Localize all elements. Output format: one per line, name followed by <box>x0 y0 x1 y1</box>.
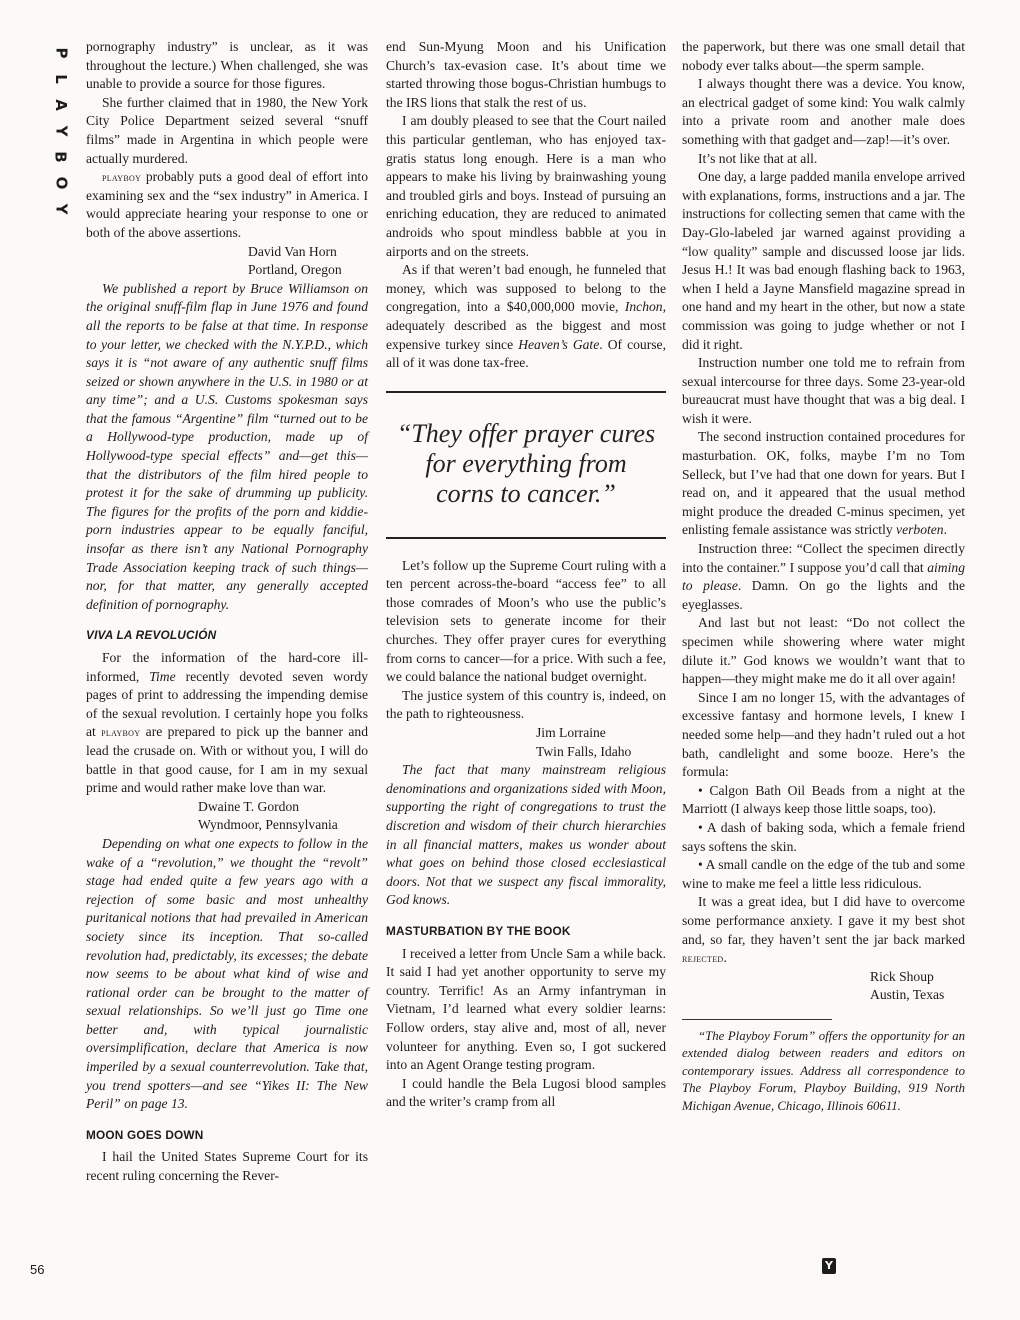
playboy-rabbit-icon: Y <box>822 1258 836 1274</box>
signature <box>682 968 965 1005</box>
bullet-item: • A dash of baking soda, which a female friend says softens the skin. <box>682 819 965 854</box>
paragraph: I hail the United States Supreme Court for its recent ruling concerning the Rever- <box>86 1149 368 1184</box>
running-head-letter: L <box>52 74 70 84</box>
rejected-smallcaps: rejected <box>682 951 724 966</box>
paragraph-text: probably puts a good deal of effort into examining sex and the “sex industry” in America. I would appreciate hearing your response to one or both of the above assertions. <box>86 169 368 240</box>
running-head-letter: B <box>52 151 70 163</box>
paragraph: Since I am no longer 15, with the advantages of excessive fantasy and hormone levels, I knew I needed some help—and they hadn’t ruled out a hot bath, candlelight and some booze. Here’s the formula: <box>682 689 965 780</box>
pull-quote: “They offer prayer cures for everything from corns to cancer.” <box>386 391 666 539</box>
signature-name: David Van Horn <box>248 243 337 259</box>
paragraph: end Sun-Myung Moon and his Unification Church’s tax-evasion case. It’s about time we started throwing those bogus-Christian humbugs to the IRS lions that stalk the rest of us. <box>386 39 666 110</box>
signature <box>86 798 368 835</box>
paragraph: Instruction number one told me to refrain from sexual intercourse for three days. Some 23-year-old bureaucrat must have thought that was a big deal. I wish it were. <box>682 355 965 426</box>
editor-reply: We published a report by Bruce Williamson on the original snuff-film flap in June 1976 and found all the reports to be false at that time. In response to your letter, we checked with the N.Y.P.D., which says it is “not aware of any authentic snuff films seized or shown anywhere in the U.S. in 1980 or at any time”; and a U.S. Customs spokesman says that the famous “Argentine” film “turned out to be a Hollywood-type production, made up of Hollywood-type special effects” and—get this—that the distributors of the film hired people to protest it for the sake of drumming up publicity. The figures for the profits of the porn and kiddie-porn industries appear to be equally fanciful, insofar as there isn’t any National Pornography Trade Association keeping track of such things—nor, for that matter, any generally accepted definition of pornography. <box>86 280 368 612</box>
section-heading: VIVA LA REVOLUCIÓN <box>86 628 217 643</box>
paragraph: Let’s follow up the Supreme Court ruling with a ten percent across-the-board “access fee” to all those comrades of Moon’s who use the public’s television sets to generate income for their churches. They offer prayer cures for everything from corns to cancer—for a price. With such a fee, we could balance the national budget overnight. <box>386 557 666 685</box>
running-head-letter: O <box>51 176 70 190</box>
paragraph-text: As if that weren’t bad enough, he funneled that money, which was supposed to belong to the congregation, into a $40,000,000 movie, <box>386 262 666 315</box>
paragraph-text: . <box>943 522 948 538</box>
time-magazine: Time <box>149 668 176 684</box>
signature-name: Dwaine T. Gordon <box>198 798 300 814</box>
paragraph-text: , adequately described as the biggest and most expensive turkey since <box>386 299 666 352</box>
running-head <box>50 40 72 222</box>
paragraph-text: The second instruction contained procedures for masturbation. OK, folks, maybe I’m no Tom Selleck, but I’ve had that one down for years. But I read on, and it appeared that the usual method might produce the dreaded C-minus specimen, yet enlisting female assistance was strictly <box>682 429 965 538</box>
paragraph: I could handle the Bela Lugosi blood samples and the writer’s cramp from all <box>386 1075 666 1110</box>
editor-reply: Depending on what one expects to follow in the wake of a “revolution,” we thought the “revolt” stage had ended quite a few years ago with a rejection of some basic and most unhealthy puritanical notions that had prevailed in American society since its inception. That so-called revolution had, predictably, its excesses; the debate now seems to be about what kind of wise and rational order can be brought to the matter of sexual relationships. So we’ll just go Time one better and, with typical journalistic oversimplification, declare that America is now imperiled by a sexual counterrevolution. Take that, you trend spotters—and see “Yikes II: The New Peril” on page 13. <box>86 835 368 1112</box>
paragraph: pornography industry” is unclear, as it was throughout the lecture.) When challenged, she was unable to provide a source for those figures. <box>86 39 368 92</box>
editor-reply: The fact that many mainstream religious denominations and organizations sided with Moon, supporting the right of congregations to trust the discretion and wisdom of their church hierarchies in all financial matters, makes us wonder about what goes on behind those closed ecclesiastical doors. Not that we suspect any fiscal immorality, God knows. <box>386 762 666 908</box>
paragraph: The justice system of this country is, indeed, on the path to righteousness. <box>386 687 666 722</box>
signature-place: Austin, Texas <box>870 987 945 1003</box>
section-heading: MOON GOES DOWN <box>86 1127 204 1142</box>
paragraph <box>682 540 965 614</box>
paragraph: I am doubly pleased to see that the Court nailed this particular gentleman, who has enjoyed tax-gratis status long enough. Here is a man who appears to make his living by brainwashing young and troubled girls and boys. Instead of pursuing an enriching education, they are reduced to animated androids who spout mindless babble at you in airports and on the streets. <box>386 113 666 259</box>
signature-place: Portland, Oregon <box>248 262 342 278</box>
footer-divider <box>682 1019 832 1020</box>
signature-name: Rick Shoup <box>870 968 934 984</box>
signature-place: Twin Falls, Idaho <box>536 743 632 759</box>
paragraph-text: For the information of the hard-core ill-informed, <box>86 650 368 684</box>
bullet-item: • A small candle on the edge of the tub and some wine to make me feel a little less ridiculous. <box>682 857 965 891</box>
column-3 <box>682 38 965 1115</box>
page-number: 56 <box>30 1262 45 1277</box>
paragraph <box>386 261 666 373</box>
paragraph: It’s not like that at all. <box>698 150 818 166</box>
paragraph: And last but not least: “Do not collect the specimen while showering where water might dilute it.” God knows we wouldn’t want that to happen—they might make me do it all over again! <box>682 615 965 687</box>
paragraph <box>86 168 368 242</box>
signature <box>386 724 666 761</box>
running-head-letter: Y <box>52 203 70 215</box>
paragraph: the paperwork, but there was one small detail that nobody ever talks about—the sperm sample. <box>682 39 965 73</box>
section-heading: MASTURBATION BY THE BOOK <box>386 923 571 938</box>
bullet-item: • Calgon Bath Oil Beads from a night at the Marriott (I always keep those little soaps, too). <box>682 782 965 817</box>
paragraph: One day, a large padded manila envelope arrived with explanations, forms, instructions and a jar. The instructions for collecting semen that came with the Day-Glo-labeled jar warned against providing a “low quality” sample and discussed loose jar lids. Jesus H.! It was bad enough flashing back to 1963, when I held a Jayne Mansfield magazine spread in one hand and my heart in the other, but now a state commission was going to judge whether or not I did it right. <box>682 169 965 352</box>
running-head-letter: P <box>52 47 70 59</box>
signature-name: Jim Lorraine <box>536 725 606 741</box>
playboy-smallcaps: playboy <box>102 170 142 185</box>
paragraph-text: . Damn. On go the lights and the eyeglasses. <box>682 578 965 612</box>
paragraph-text: . Of course, all of it was done tax-free. <box>386 336 666 371</box>
movie-title: Heaven’s Gate <box>518 336 600 352</box>
column-1 <box>86 38 368 1186</box>
forum-footer-note: “The Playboy Forum” offers the opportunity for an extended dialog between readers and editors on contemporary issues. Address all correspondence to The Playboy Forum, Playboy Building, 919 North Michigan Avenue, Chicago, Illinois 60611. <box>682 1028 965 1113</box>
running-head-letter: Y <box>52 125 70 137</box>
column-2 <box>386 38 666 1112</box>
paragraph <box>682 428 965 540</box>
paragraph: I received a letter from Uncle Sam a while back. It said I had yet another opportunity to serve my country. Terrific! As an Army infantryman in Vietnam, I’d learned what every soldier learns: Follow orders, stay alive and, most of all, never volunteer for anything. Even so, I got suckered into an Agent Orange testing program. <box>386 945 666 1073</box>
signature-place: Wyndmoor, Pennsylvania <box>198 817 338 833</box>
paragraph-text: Instruction three: “Collect the specimen directly into the container.” I suppose you’d call that <box>682 541 965 575</box>
paragraph-text: recently devoted seven wordy pages of print to addressing the impending demise of the sexual revolution. I certainly hope you folks at <box>86 668 368 740</box>
paragraph <box>86 649 368 798</box>
movie-title: Inchon <box>624 299 663 315</box>
italic-word: verboten <box>896 522 944 538</box>
paragraph: I always thought there was a device. You know, an electrical gadget of some kind: You walk calmly into a private room and another male does something with that gadget and—zap!—it’s over. <box>682 76 965 147</box>
paragraph-text: . <box>723 950 727 966</box>
paragraph <box>682 893 965 967</box>
paragraph-text: are prepared to pick up the banner and lead the crusade on. With or without you, I will do battle in that good cause, for I am in my sexual prime and would rather make love than war. <box>86 724 368 796</box>
signature <box>86 243 368 280</box>
running-head-letter: A <box>51 99 70 111</box>
paragraph-text: It was a great idea, but I did have to overcome some performance anxiety. I gave it my best shot and, so far, they haven’t sent the jar back marked <box>682 894 965 947</box>
italic-phrase: aiming to please <box>682 559 965 594</box>
playboy-smallcaps: playboy <box>101 725 141 740</box>
paragraph: She further claimed that in 1980, the New York City Police Department seized several “snuff films” made in Argentina in which people were actually murdered. <box>86 94 368 166</box>
